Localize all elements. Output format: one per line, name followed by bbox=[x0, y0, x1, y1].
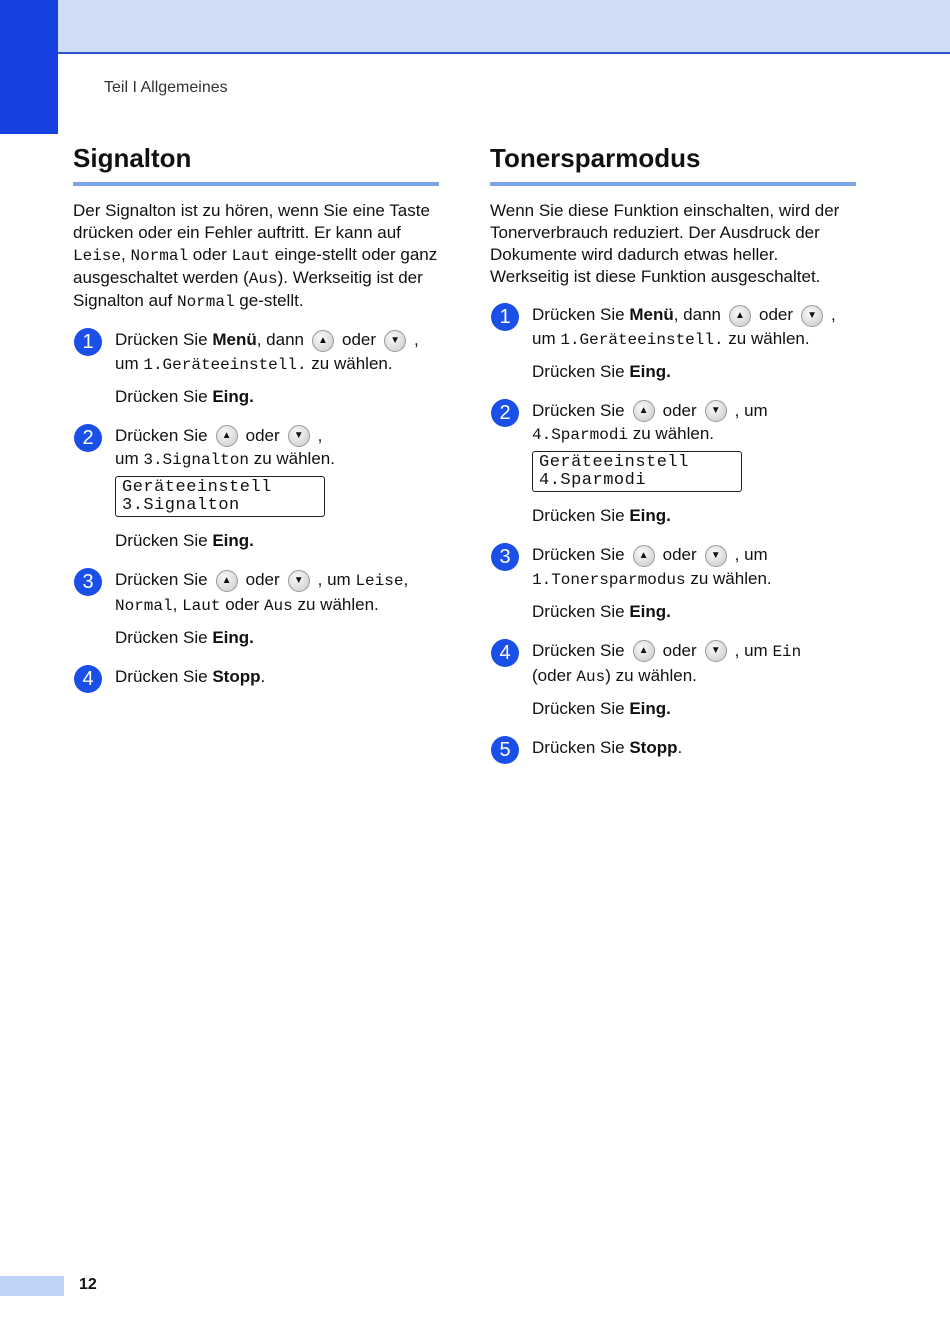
lcd-display: Geräteeinstell 3.Signalton bbox=[115, 476, 325, 517]
section-label: Teil I Allgemeines bbox=[104, 79, 228, 96]
up-arrow-icon: ▲ bbox=[633, 400, 655, 422]
tonersparmodus-heading: Tonersparmodus bbox=[490, 143, 701, 173]
up-arrow-icon: ▲ bbox=[633, 640, 655, 662]
step-number-icon: 2 bbox=[491, 399, 519, 427]
down-arrow-icon: ▼ bbox=[384, 330, 406, 352]
step-number-icon: 1 bbox=[74, 328, 102, 356]
step-3: 3 Drücken Sie ▲ oder ▼ , um 1.Tonersparmodus zu wählen. Drücken Sie Eing. bbox=[490, 543, 856, 623]
step-1: 1 Drücken Sie Menü, dann ▲ oder ▼ , um 1.Geräteeinstell. zu wählen. Drücken Sie Eing. bbox=[73, 328, 439, 408]
step-4: 4 Drücken Sie ▲ oder ▼ , um Ein (oder Aus) zu wählen. Drücken Sie Eing. bbox=[490, 639, 856, 720]
down-arrow-icon: ▼ bbox=[288, 425, 310, 447]
step-1: 1 Drücken Sie Menü, dann ▲ oder ▼ , um 1.Geräteeinstell. zu wählen. Drücken Sie Eing. bbox=[490, 303, 856, 383]
heading-rule bbox=[73, 182, 439, 186]
header-band bbox=[0, 0, 950, 54]
up-arrow-icon: ▲ bbox=[312, 330, 334, 352]
up-arrow-icon: ▲ bbox=[216, 425, 238, 447]
lcd-display: Geräteeinstell 4.Sparmodi bbox=[532, 451, 742, 492]
step-number-icon: 4 bbox=[74, 665, 102, 693]
step-2: 2 Drücken Sie ▲ oder ▼ , um 3.Signalton zu wählen. Geräteeinstell 3.Signalton Drücken Sie Eing. bbox=[73, 424, 439, 553]
down-arrow-icon: ▼ bbox=[705, 640, 727, 662]
step-number-icon: 4 bbox=[491, 639, 519, 667]
step-number-icon: 3 bbox=[491, 543, 519, 571]
up-arrow-icon: ▲ bbox=[729, 305, 751, 327]
step-5: 5 Drücken Sie Stopp. bbox=[490, 736, 856, 759]
chapter-tab bbox=[0, 0, 58, 134]
step-number-icon: 1 bbox=[491, 303, 519, 331]
step-2: 2 Drücken Sie ▲ oder ▼ , um 4.Sparmodi zu wählen. Geräteeinstell 4.Sparmodi Drücken Sie Eing. bbox=[490, 399, 856, 528]
signalton-intro: Der Signalton ist zu hören, wenn Sie eine Taste drücken oder ein Fehler auftritt. Er kann auf Leise, Normal oder Laut einge-stellt oder ganz ausgeschaltet werden (Aus). Werkseitig ist der Signalton auf Normal ge-stellt. bbox=[73, 201, 438, 311]
up-arrow-icon: ▲ bbox=[633, 545, 655, 567]
down-arrow-icon: ▼ bbox=[705, 545, 727, 567]
step-3: 3 Drücken Sie ▲ oder ▼ , um Leise, Normal, Laut oder Aus zu wählen. Drücken Sie Eing. bbox=[73, 568, 439, 649]
step-number-icon: 2 bbox=[74, 424, 102, 452]
step-number-icon: 3 bbox=[74, 568, 102, 596]
step-number-icon: 5 bbox=[491, 736, 519, 764]
down-arrow-icon: ▼ bbox=[705, 400, 727, 422]
tonersparmodus-section bbox=[490, 140, 856, 775]
tonersparmodus-intro: Wenn Sie diese Funktion einschalten, wird der Tonerverbrauch reduziert. Der Ausdruck der Dokumente wird dadurch etwas heller. Werkseitig ist diese Funktion ausgeschaltet. bbox=[490, 201, 840, 286]
down-arrow-icon: ▼ bbox=[801, 305, 823, 327]
signalton-heading: Signalton bbox=[73, 143, 192, 173]
page-number: 12 bbox=[79, 1276, 97, 1293]
page-number-tab bbox=[0, 1276, 64, 1296]
down-arrow-icon: ▼ bbox=[288, 570, 310, 592]
up-arrow-icon: ▲ bbox=[216, 570, 238, 592]
step-4: 4 Drücken Sie Stopp. bbox=[73, 665, 439, 688]
heading-rule bbox=[490, 182, 856, 186]
signalton-section bbox=[73, 140, 439, 704]
